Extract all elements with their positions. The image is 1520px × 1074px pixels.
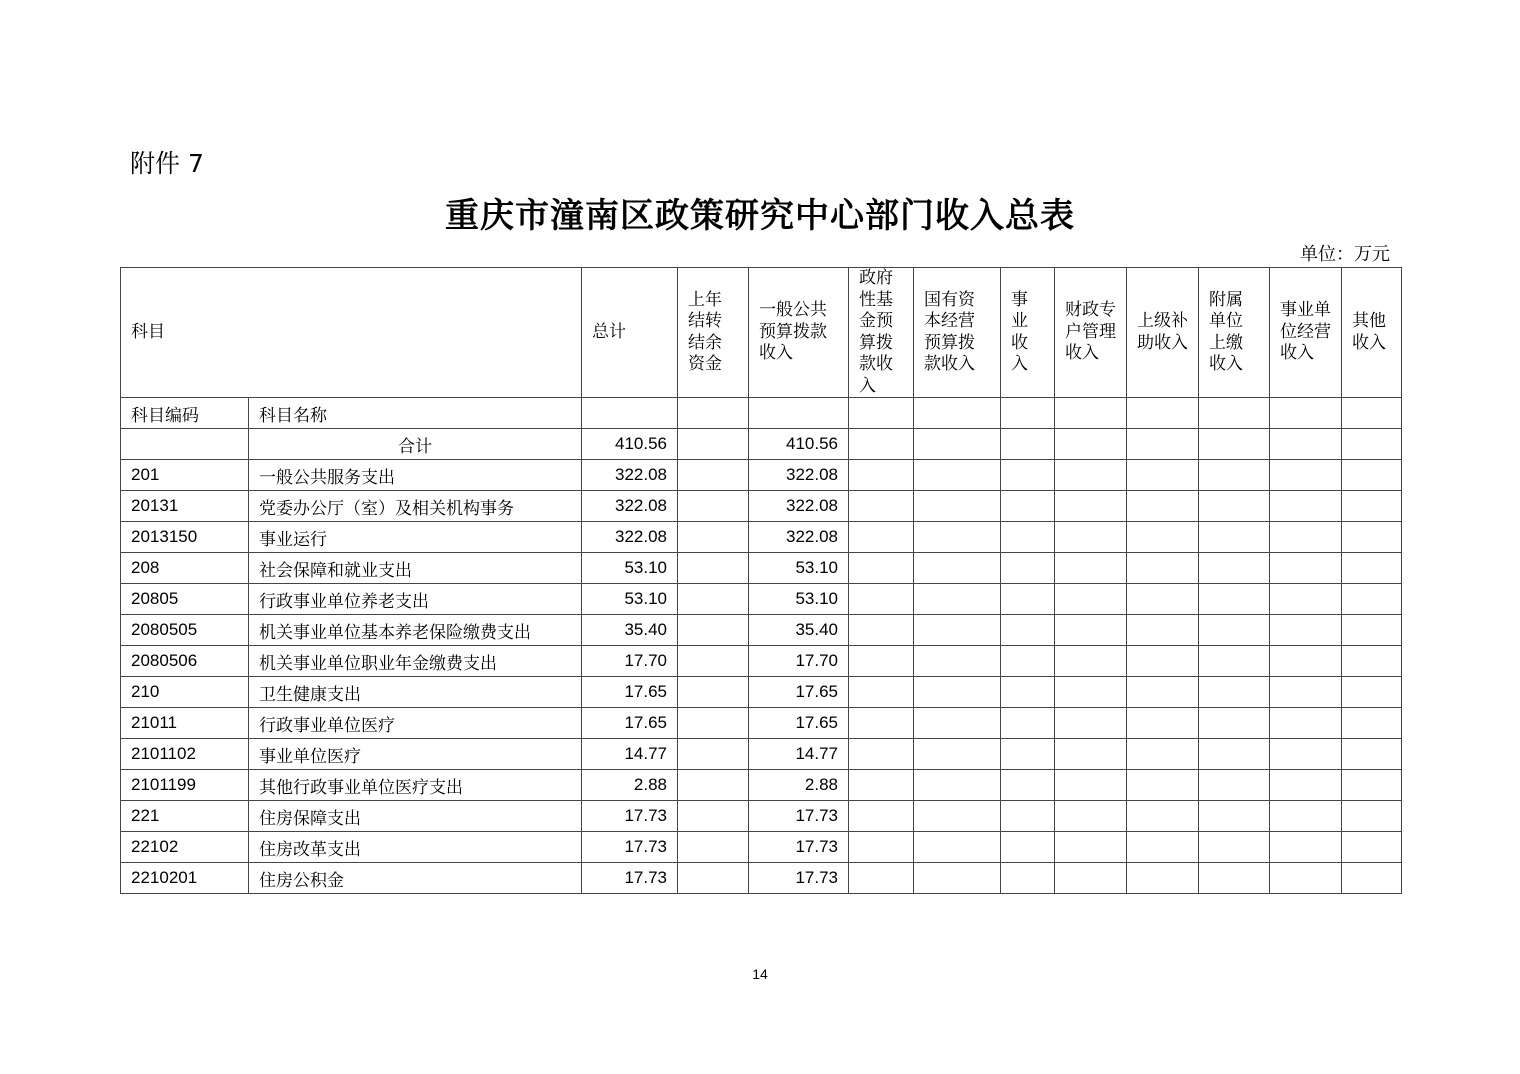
subject-name: 住房保障支出 [249,801,582,832]
carryover-value [678,801,749,832]
subject-name: 机关事业单位职业年金缴费支出 [249,646,582,677]
empty-cell [1001,646,1055,677]
page-title: 重庆市潼南区政策研究中心部门收入总表 [445,196,1075,236]
empty-cell [1055,708,1127,739]
income-table [120,267,1402,894]
subject-code: 22102 [121,832,249,863]
header-row [121,268,1402,398]
empty-cell [1055,832,1127,863]
empty-cell [1199,770,1270,801]
table-row [121,584,1402,615]
empty-cell [1342,584,1402,615]
general-budget-value: 17.73 [749,832,849,863]
general-budget-value: 53.10 [749,553,849,584]
total-row [121,429,1402,460]
table-row [121,832,1402,863]
empty-cell [1055,615,1127,646]
total-value: 17.70 [582,646,678,677]
empty-cell [1001,460,1055,491]
empty-cell [1001,708,1055,739]
empty-cell [1001,832,1055,863]
empty-cell [914,491,1001,522]
empty-cell [849,801,914,832]
subject-code: 20805 [121,584,249,615]
empty-cell [1055,646,1127,677]
empty-cell [1055,522,1127,553]
empty-cell [1270,522,1342,553]
subject-code: 2101102 [121,739,249,770]
total-value: 17.65 [582,708,678,739]
subject-name: 事业运行 [249,522,582,553]
empty-cell [1055,491,1127,522]
general-budget-value: 17.65 [749,708,849,739]
empty-cell [849,584,914,615]
empty-cell [1199,460,1270,491]
empty-cell [1342,491,1402,522]
subject-code: 2013150 [121,522,249,553]
empty-cell [1127,770,1199,801]
empty-cell [1342,553,1402,584]
carryover-value [678,677,749,708]
empty-cell [1127,460,1199,491]
empty-cell [1270,863,1342,894]
empty-cell [1270,708,1342,739]
attachment-label: 附件 7 [130,149,204,178]
empty-cell [1270,832,1342,863]
empty-cell [914,646,1001,677]
subheader-name: 科目名称 [249,398,582,429]
table-row [121,553,1402,584]
empty-cell [849,646,914,677]
carryover-value [678,863,749,894]
table-row [121,646,1402,677]
header-gov-fund: 政府性基金预算拨款收入 [849,268,914,398]
empty-cell [1127,708,1199,739]
empty-cell [1001,863,1055,894]
subject-name: 事业单位医疗 [249,739,582,770]
subheader-row [121,398,1402,429]
page-number: 14 [752,966,768,982]
empty-cell [1055,739,1127,770]
empty-cell [849,832,914,863]
empty-cell [914,615,1001,646]
empty-cell [1342,522,1402,553]
empty-cell [1270,739,1342,770]
table-row [121,491,1402,522]
empty-cell [1055,460,1127,491]
empty-cell [849,491,914,522]
empty-cell [1127,615,1199,646]
general-budget-value: 2.88 [749,770,849,801]
empty-cell [1127,801,1199,832]
empty-cell [1001,491,1055,522]
total-value: 35.40 [582,615,678,646]
empty-cell [1127,491,1199,522]
empty-cell [914,801,1001,832]
empty-cell [914,708,1001,739]
header-total: 总计 [582,268,678,398]
empty-cell [1001,553,1055,584]
subject-name: 一般公共服务支出 [249,460,582,491]
total-value: 53.10 [582,553,678,584]
carryover-value [678,770,749,801]
header-other: 其他收入 [1342,268,1402,398]
empty-cell [1342,615,1402,646]
empty-cell [1270,584,1342,615]
carryover-value [678,584,749,615]
general-budget-value: 14.77 [749,739,849,770]
subject-code: 2080505 [121,615,249,646]
empty-cell [1001,522,1055,553]
empty-cell [1127,522,1199,553]
empty-cell [1001,801,1055,832]
empty-cell [1342,801,1402,832]
table-row [121,708,1402,739]
subject-name: 党委办公厅（室）及相关机构事务 [249,491,582,522]
empty-cell [849,677,914,708]
total-value: 322.08 [582,460,678,491]
empty-cell [1199,708,1270,739]
empty-cell [1199,522,1270,553]
general-budget-value: 322.08 [749,522,849,553]
header-general-budget: 一般公共预算拨款收入 [749,268,849,398]
subject-code: 208 [121,553,249,584]
header-state-capital: 国有资本经营预算拨款收入 [914,268,1001,398]
table-row [121,615,1402,646]
carryover-value [678,708,749,739]
subject-name: 行政事业单位医疗 [249,708,582,739]
empty-cell [1270,553,1342,584]
unit-label: 单位：万元 [1300,244,1390,265]
empty-cell [1127,863,1199,894]
subject-code: 2101199 [121,770,249,801]
empty-cell [1270,801,1342,832]
total-value: 322.08 [582,522,678,553]
empty-cell [1342,832,1402,863]
empty-cell [914,739,1001,770]
total-value: 17.73 [582,832,678,863]
empty-cell [1127,832,1199,863]
empty-cell [1342,863,1402,894]
general-budget-value: 322.08 [749,491,849,522]
empty-cell [849,615,914,646]
empty-cell [1127,646,1199,677]
empty-cell [1270,646,1342,677]
empty-cell [914,553,1001,584]
total-value: 53.10 [582,584,678,615]
empty-cell [1055,677,1127,708]
empty-cell [914,584,1001,615]
empty-cell [1199,491,1270,522]
table-row [121,460,1402,491]
empty-cell [849,863,914,894]
empty-cell [1055,863,1127,894]
table-row [121,770,1402,801]
empty-cell [1199,832,1270,863]
carryover-value [678,739,749,770]
carryover-value [678,460,749,491]
empty-cell [849,522,914,553]
subject-name: 住房公积金 [249,863,582,894]
empty-cell [1342,708,1402,739]
empty-cell [1342,739,1402,770]
empty-cell [1055,584,1127,615]
header-subject: 科目 [121,268,582,398]
table-row [121,677,1402,708]
carryover-value [678,491,749,522]
empty-cell [914,677,1001,708]
carryover-value [678,646,749,677]
subject-name: 其他行政事业单位医疗支出 [249,770,582,801]
total-value: 17.73 [582,801,678,832]
subject-code: 2210201 [121,863,249,894]
empty-cell [849,770,914,801]
empty-cell [849,739,914,770]
total-label: 合计 [249,429,582,460]
subject-name: 行政事业单位养老支出 [249,584,582,615]
empty-cell [1127,739,1199,770]
empty-cell [1001,770,1055,801]
empty-cell [1001,615,1055,646]
header-carryover: 上年结转结余资金 [678,268,749,398]
table-row [121,801,1402,832]
empty-cell [1199,584,1270,615]
total-value: 410.56 [582,429,678,460]
table-row [121,522,1402,553]
general-budget-value: 17.73 [749,801,849,832]
total-value: 2.88 [582,770,678,801]
empty-cell [1199,863,1270,894]
empty-cell [1127,677,1199,708]
empty-cell [1055,770,1127,801]
empty-cell [849,708,914,739]
empty-cell [1270,677,1342,708]
empty-cell [1342,677,1402,708]
empty-cell [1055,801,1127,832]
empty-cell [1342,460,1402,491]
empty-cell [914,522,1001,553]
subject-name: 卫生健康支出 [249,677,582,708]
empty-cell [1270,460,1342,491]
subject-code: 201 [121,460,249,491]
empty-cell [1055,553,1127,584]
header-business: 事业收入 [1001,268,1055,398]
table-row [121,863,1402,894]
general-budget-value: 17.73 [749,863,849,894]
total-value: 17.73 [582,863,678,894]
subject-name: 机关事业单位基本养老保险缴费支出 [249,615,582,646]
empty-cell [1342,770,1402,801]
table-row [121,739,1402,770]
empty-cell [1127,584,1199,615]
empty-cell [1270,770,1342,801]
header-affiliated-turnover: 附属单位上缴收入 [1199,268,1270,398]
subject-name: 社会保障和就业支出 [249,553,582,584]
header-superior-subsidy: 上级补助收入 [1127,268,1199,398]
carryover-value [678,832,749,863]
total-value: 17.65 [582,677,678,708]
carryover-value [678,553,749,584]
empty-cell [1001,584,1055,615]
subject-name: 住房改革支出 [249,832,582,863]
general-budget-value: 35.40 [749,615,849,646]
empty-cell [1127,553,1199,584]
total-value: 14.77 [582,739,678,770]
empty-cell [1199,801,1270,832]
total-general-value: 410.56 [749,429,849,460]
empty-cell [914,832,1001,863]
empty-cell [1199,615,1270,646]
empty-cell [1199,739,1270,770]
subject-code: 2080506 [121,646,249,677]
carryover-value [678,615,749,646]
empty-cell [1199,677,1270,708]
empty-cell [1199,553,1270,584]
empty-cell [1270,491,1342,522]
total-value: 322.08 [582,491,678,522]
carryover-value [678,522,749,553]
subheader-code: 科目编码 [121,398,249,429]
empty-cell [1199,646,1270,677]
general-budget-value: 17.70 [749,646,849,677]
empty-cell [914,460,1001,491]
empty-cell [1001,739,1055,770]
empty-cell [1342,646,1402,677]
general-budget-value: 53.10 [749,584,849,615]
general-budget-value: 17.65 [749,677,849,708]
empty-cell [849,553,914,584]
general-budget-value: 322.08 [749,460,849,491]
subject-code: 221 [121,801,249,832]
subject-code: 210 [121,677,249,708]
header-special-account: 财政专户管理收入 [1055,268,1127,398]
empty-cell [849,460,914,491]
subject-code: 21011 [121,708,249,739]
empty-cell [914,863,1001,894]
subject-code: 20131 [121,491,249,522]
empty-cell [1001,677,1055,708]
empty-cell [914,770,1001,801]
header-operating: 事业单位经营收入 [1270,268,1342,398]
empty-cell [1270,615,1342,646]
